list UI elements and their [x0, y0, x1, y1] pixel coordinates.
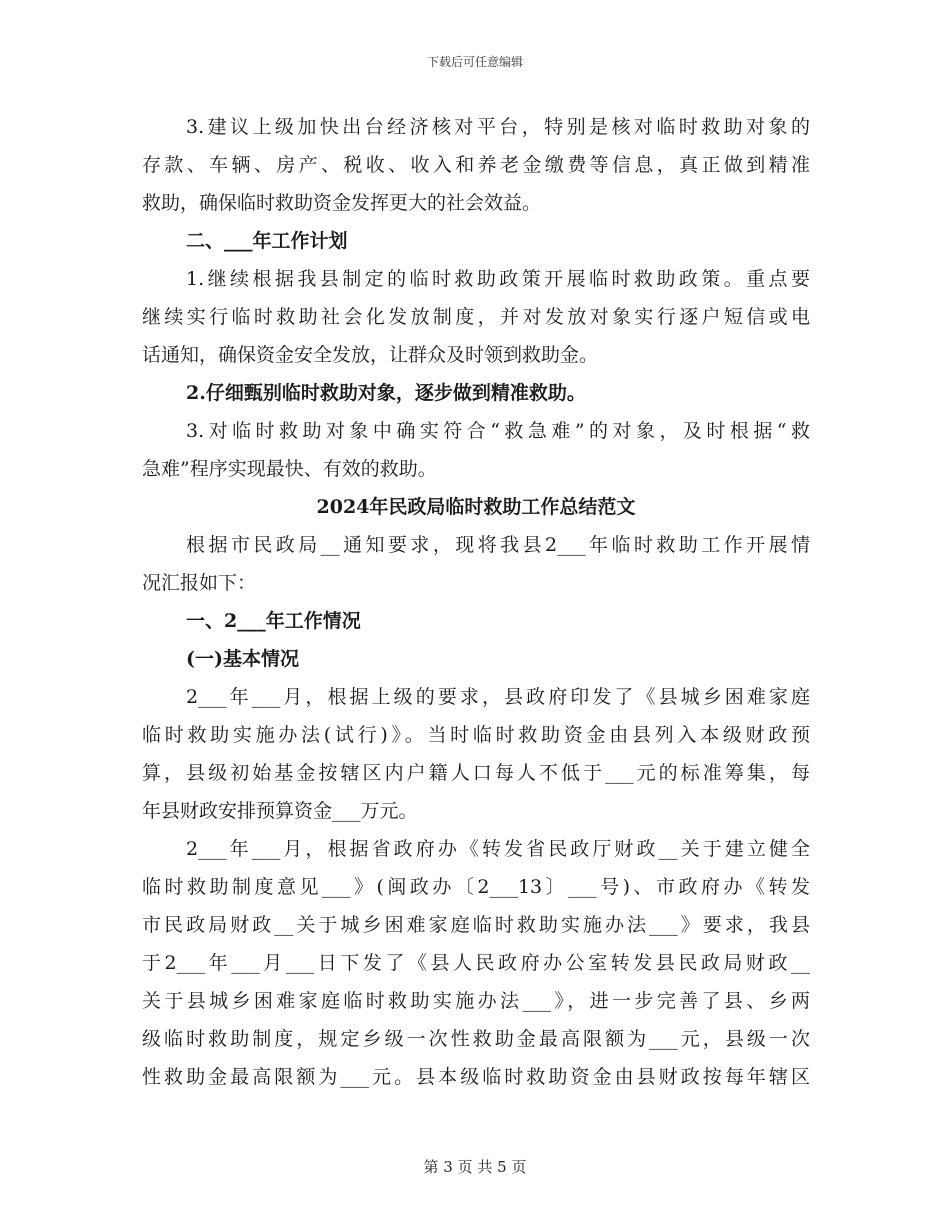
paragraph-line: 继续实行临时救助社会化发放制度，并对发放对象实行逐户短信或电: [142, 306, 810, 328]
paragraph-line: 级临时救助制度，规定乡级一次性救助金最高限额为___元，县级一次: [142, 1028, 810, 1050]
page-header: 下载后可任意编辑: [426, 55, 523, 69]
paragraph-line: 3.对临时救助对象中确实符合“救急难”的对象，及时根据“救: [186, 420, 810, 442]
paragraph-line: 算，县级初始基金按辖区内户籍人口每人不低于___元的标准筹集，每: [142, 762, 810, 784]
document-body: [142, 108, 810, 1096]
paragraph-line: 市民政局财政__关于城乡困难家庭临时救助实施办法___》要求，我县: [142, 914, 810, 936]
paragraph-line: 根据市民政局__通知要求，现将我县2___年临时救助工作开展情: [186, 534, 810, 556]
paragraph-line: 存款、车辆、房产、税收、收入和养老金缴费等信息，真正做到精准: [142, 154, 810, 176]
page-number: 第 3 页 共 5 页: [423, 1158, 527, 1176]
paragraph-line: 3.建议上级加快出台经济核对平台，特别是核对临时救助对象的: [186, 116, 810, 138]
section-title: 2024年民政局临时救助工作总结范文: [316, 496, 636, 518]
section-heading: 2.仔细甄别临时救助对象，逐步做到精准救助。: [186, 382, 586, 404]
paragraph-line: 救助，确保临时救助资金发挥更大的社会效益。: [142, 192, 542, 214]
paragraph-line: 于2___年___月___日下发了《县人民政府办公室转发县民政局财政__: [142, 952, 810, 974]
section-heading: 二、___年工作计划: [186, 230, 348, 252]
section-heading: (一)基本情况: [186, 648, 299, 670]
section-heading: 一、2___年工作情况: [186, 610, 361, 632]
paragraph-line: 2___年___月，根据上级的要求，县政府印发了《县城乡困难家庭: [186, 686, 810, 708]
paragraph-line: 况汇报如下：: [142, 572, 257, 594]
paragraph-line: 1.继续根据我县制定的临时救助政策开展临时救助政策。重点要: [186, 268, 810, 290]
paragraph-line: 临时救助实施办法(试行)》。当时临时救助资金由县列入本级财政预: [142, 724, 810, 746]
paragraph-line: 急难”程序实现最快、有效的救助。: [142, 458, 437, 480]
paragraph-line: 2___年___月，根据省政府办《转发省民政厅财政__关于建立健全: [186, 838, 810, 860]
paragraph-line: 年县财政安排预算资金___万元。: [142, 800, 418, 822]
paragraph-line: 性救助金最高限额为___元。县本级临时救助资金由县财政按每年辖区: [142, 1066, 810, 1088]
paragraph-line: 关于县城乡困难家庭临时救助实施办法___》，进一步完善了县、乡两: [142, 990, 810, 1012]
paragraph-line: 临时救助制度意见___》(闽政办〔2___13〕___号)、市政府办《转发: [142, 876, 810, 898]
paragraph-line: 话通知，确保资金安全发放，让群众及时领到救助金。: [142, 344, 599, 366]
